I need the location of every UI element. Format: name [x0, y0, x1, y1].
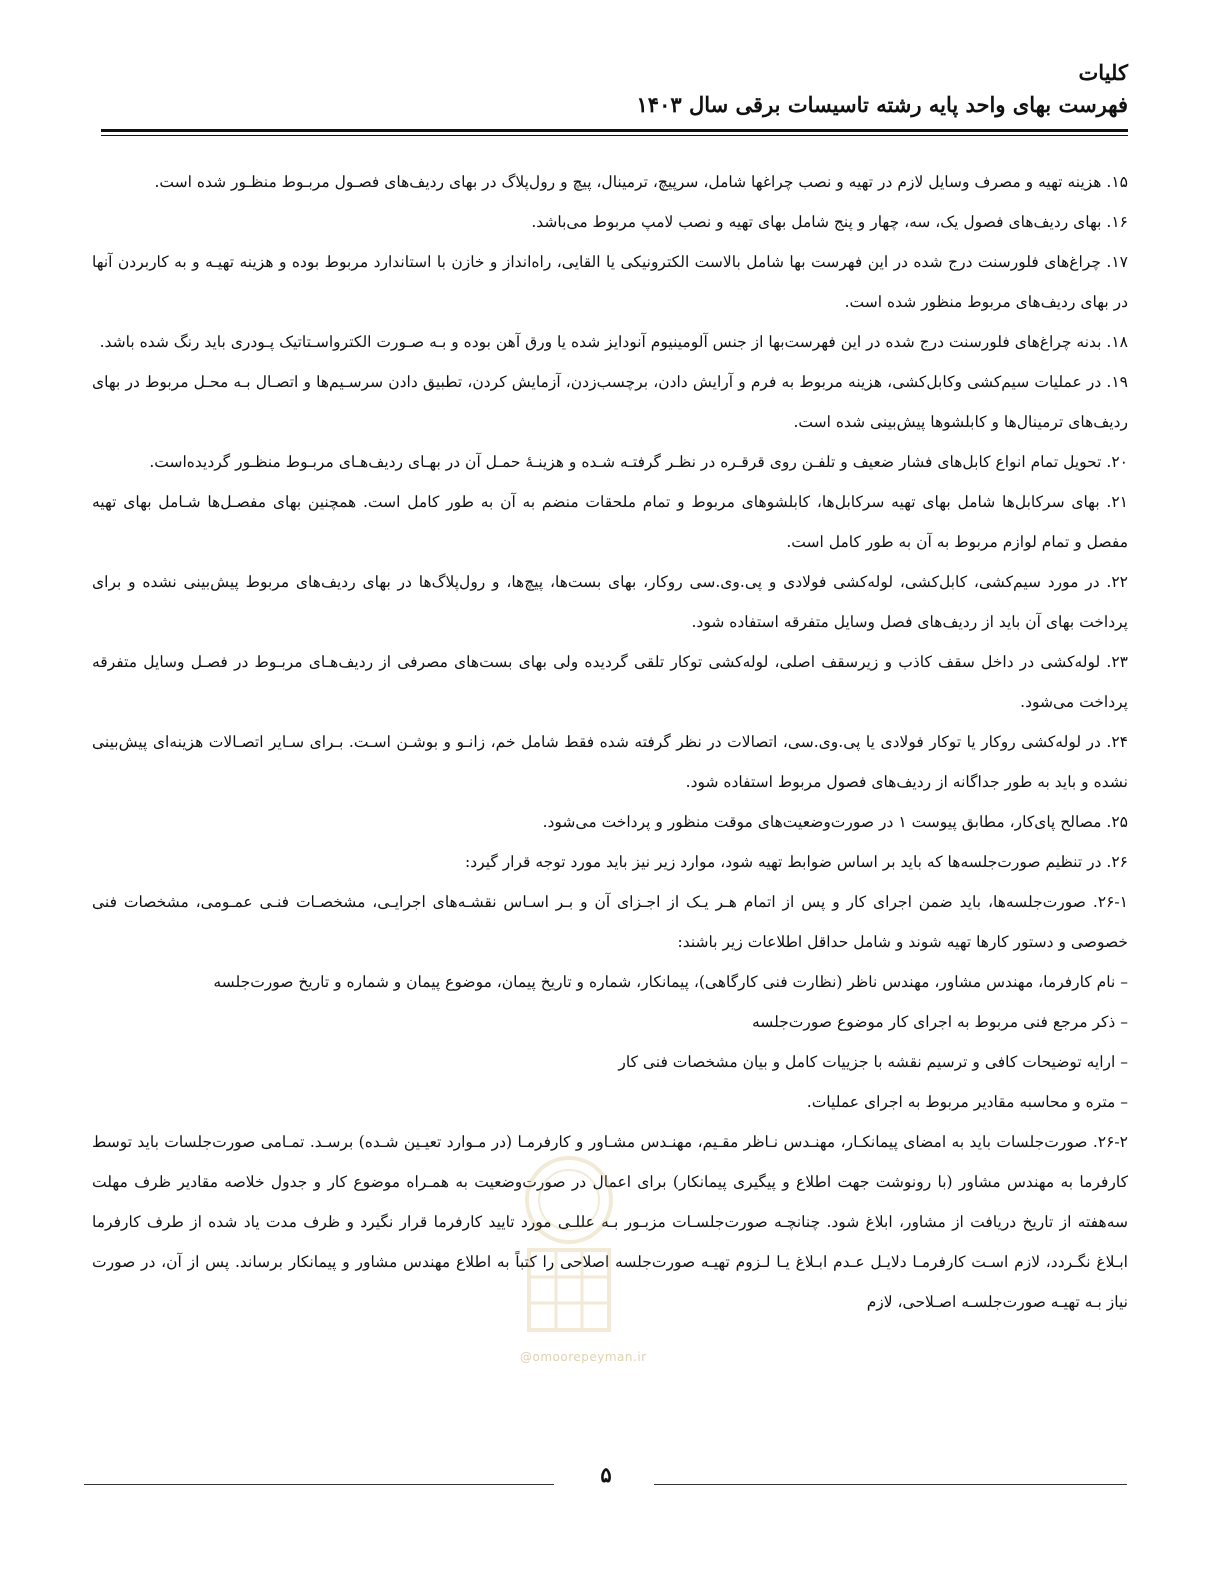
header-rule-thin — [101, 135, 1128, 136]
clause-24: ۲۴. در لوله‌کشی روکار یا توکار فولادی یا پی.وی.سی، اتصالات در نظر گرفته شده فقط شامل خم، زانـو و بوشـن اسـت. بـرای سـایر اتصـالات هزینه‌ای پیش‌بینی نشده و باید به طور جداگانه از ردیف‌های فصول مربوط استفاده شود. — [92, 733, 1128, 791]
clause-18: ۱۸. بدنه چراغ‌های فلورسنت درج شده در این فهرست‌بها از جنس آلومینیوم آنودایز شده یا ورق آهن بوده و بـه صـورت الکترواسـتاتیک پـودری باید رنگ شده باشد. — [99, 333, 1128, 351]
clause-26-1: ۲۶-۱. صورت‌جلسه‌ها، باید ضمن اجرای کار و پس از اتمام هـر یـک از اجـزای آن و بـر اسـاس نقشـه‌های اجرایـی، مشخصـات فنـی عمـومی، مشخصات فنی خصوصی و دستور کارها تهیه شوند و شامل حداقل اطلاعات زیر باشند: — [92, 893, 1128, 951]
clause-26: ۲۶. در تنظیم صورت‌جلسه‌ها که باید بر اساس ضوابط تهیه شود، موارد زیر نیز باید مورد توجه قرار گیرد: — [465, 853, 1128, 871]
clause-23: ۲۳. لوله‌کشی در داخل سقف کاذب و زیرسقف اصلی، لوله‌کشی توکار تلقی گردیده ولی بهای بست‌های مصرفی از ردیف‌هـای مربـوط در فصـل وسایل متفرقه پرداخت می‌شود. — [92, 653, 1128, 711]
clause-25: ۲۵. مصالح پای‌کار، مطابق پیوست ۱ در صورت‌وضعیت‌های موقت منظور و پرداخت می‌شود. — [542, 813, 1128, 831]
document-title: فهرست بهای واحد پایه رشته تاسیسات برقی سال ۱۴۰۳ — [636, 92, 1128, 117]
list-item: – نام کارفرما، مهندس مشاور، مهندس ناظر (نظارت فنی کارگاهی)، پیمانکار، شماره و تاریخ پیمان، موضوع پیمان و شماره و تاریخ صورت‌جلسه — [213, 973, 1128, 991]
watermark-text: @omoorepeyman.ir — [520, 1350, 647, 1364]
page-header — [96, 58, 1128, 122]
list-item: – ارایه توضیحات کافی و ترسیم نقشه با جزییات کامل و بیان مشخصات فنی کار — [618, 1053, 1128, 1071]
clause-19: ۱۹. در عملیات سیم‌کشی وکابل‌کشی، هزینه مربوط به فرم و آرایش دادن، برچسب‌زدن، آزمایش کردن، تطبیق دادن سرسـیم‌ها و اتصـال بـه محـل مربوط در بهای ردیف‌های ترمینال‌ها و کابلشوها پیش‌بینی شده است. — [92, 373, 1128, 431]
page-number: ۵ — [600, 1462, 612, 1487]
list-item: – متره و محاسبه مقادیر مربوط به اجرای عملیات. — [806, 1093, 1128, 1111]
footer-rule-left — [84, 1484, 554, 1485]
header-rule-thick — [101, 129, 1128, 132]
clause-21: ۲۱. بهای سرکابل‌ها شامل بهای تهیه سرکابل‌ها، کابلشوهای مربوط و تمام ملحقات منضم به آن به طور کامل است. همچنین بهای مفصـل‌ها شـامل بهای تهیه مفصل و تمام لوازم مربوط به آن به طور کامل است. — [92, 493, 1128, 551]
clause-26-2: ۲۶-۲. صورت‌جلسات باید به امضای پیمانکـار، مهنـدس نـاظر مقـیم، مهنـدس مشـاور و کارفرمـا (در مـوارد تعیـین شـده) برسـد. تمـامی صورت‌جلسات باید توسط کارفرما به مهندس مشاور (با رونوشت جهت اطلاع و پیگیری پیمانکار) برای اعمال در صورت‌وضعیت به همـراه موضوع کار و جدول خلاصه مقادیر ظرف مهلت سه‌هفته از تاریخ دریافت از مشاور، ابلاغ شود. چنانچـه صورت‌جلسـات مزبـور بـه عللـی مورد تایید کارفرما قرار نگیرد و ظرف مدت یاد شده از طرف کارفرما ابـلاغ نگـردد، لازم اسـت کارفرمـا دلایـل عـدم ابـلاغ یـا لـزوم تهیـه صورت‌جلسه اصلاحی را کتباً به اطلاع مهندس مشاور و پیمانکار برساند. پس از آن، در صورت نیاز بـه تهیـه صورت‌جلسـه اصـلاحی، لازم — [92, 1133, 1128, 1311]
list-item: – ذکر مرجع فنی مربوط به اجرای کار موضوع صورت‌جلسه — [751, 1013, 1128, 1031]
section-title: کلیات — [1078, 60, 1128, 85]
clause-16: ۱۶. بهای ردیف‌های فصول یک، سه، چهار و پنج شامل بهای تهیه و نصب لامپ مربوط می‌باشد. — [531, 213, 1128, 231]
clause-22: ۲۲. در مورد سیم‌کشی، کابل‌کشی، لوله‌کشی فولادی و پی.وی.سی روکار، بهای بست‌ها، پیچ‌ها، و رول‌پلاگ‌ها در بهای ردیف‌های مربوط پیش‌بینی نشده و برای پرداخت بهای آن باید از ردیف‌های فصل وسایل متفرقه استفاده شود. — [92, 573, 1128, 631]
clause-17: ۱۷. چراغ‌های فلورسنت درج شده در این فهرست بها شامل بالاست الکترونیکی یا القایی، راه‌انداز و خازن با استاندارد مربوط بوده و هزینه تهیـه و به کاربردن آنها در بهای ردیف‌های مربوط منظور شده است. — [92, 253, 1128, 311]
clause-15: ۱۵. هزینه تهیه و مصرف وسایل لازم در تهیه و نصب چراغها شامل، سرپیچ، ترمینال، پیچ و رول‌پلاگ در بهای ردیف‌های فصـول مربـوط منظـور شده است. — [154, 173, 1128, 191]
footer-rule-right — [654, 1484, 1127, 1485]
document-body — [92, 162, 1128, 1322]
clause-20: ۲۰. تحویل تمام انواع کابل‌های فشار ضعیف و تلفـن روی قرقـره در نظـر گرفتـه شـده و هزینـۀ حمـل آن در بهـای ردیف‌هـای مربـوط منظـور گردیده‌است. — [149, 453, 1128, 471]
